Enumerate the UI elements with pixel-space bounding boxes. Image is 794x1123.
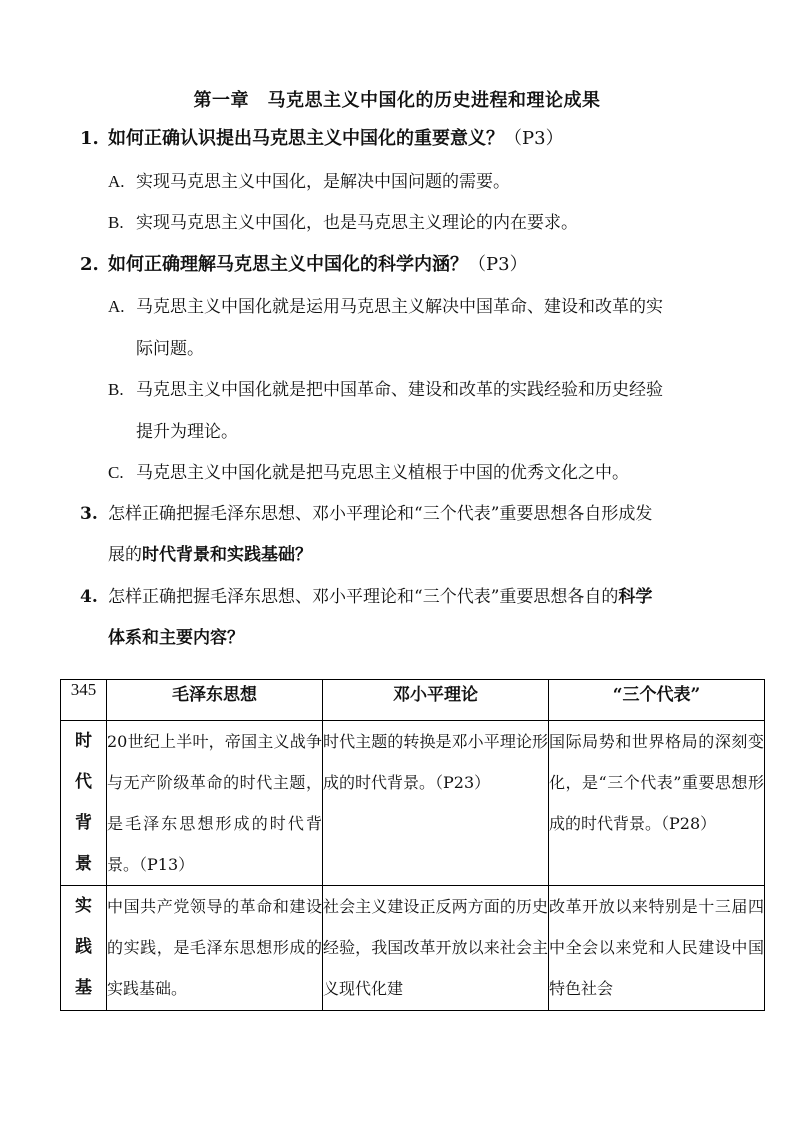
item-text: 实现马克思主义中国化，也是马克思主义理论的内在要求。 xyxy=(136,213,578,233)
question-3 xyxy=(80,494,720,576)
question-emphasis-continued: 体系和主要内容？ xyxy=(108,628,244,648)
table-header-row xyxy=(61,680,765,721)
item-text-continued: 提升为理论。 xyxy=(136,422,238,442)
table-cell-text: 中国共产党领导的革命和建设的实践，是毛泽东思想形成的实践基础。 xyxy=(107,897,322,998)
item-label: A. xyxy=(108,297,125,316)
question-number: 3. xyxy=(80,504,98,524)
table-cell xyxy=(107,886,323,1011)
header-three-represents: “三个代表” xyxy=(549,680,765,721)
item-label: A. xyxy=(108,172,125,191)
question-number: 4. xyxy=(80,587,98,607)
question-1 xyxy=(80,120,564,158)
table-cell: 20世纪上半叶，帝国主义战争与无产阶级革命的时代主题，是毛泽东思想形成的时代背景。（P13） xyxy=(107,721,323,886)
table-cell xyxy=(549,886,765,1011)
question-number: 2. xyxy=(80,254,99,275)
question-number: 1. xyxy=(80,128,99,149)
table-row xyxy=(61,721,765,886)
item-text: 马克思主义中国化就是运用马克思主义解决中国革命、建设和改革的实 xyxy=(136,297,663,317)
page-ref: （P3） xyxy=(504,128,564,149)
item-label: C. xyxy=(108,463,124,482)
question-4 xyxy=(80,577,720,659)
row-label-char: 践 xyxy=(75,937,92,957)
item-text: 马克思主义中国化就是把中国革命、建设和改革的实践经验和历史经验 xyxy=(136,380,663,400)
question-emphasis: 时代背景和实践基础？ xyxy=(142,545,312,565)
table-cell-text: 改革开放以来特别是十三届四中全会以来党和人民建设中国特色社会 xyxy=(549,897,764,998)
question-emphasis: 科学 xyxy=(618,587,653,607)
table-cell: 时代主题的转换是邓小平理论形成的时代背景。（P23） xyxy=(323,721,549,886)
header-mao-thought: 毛泽东思想 xyxy=(107,680,323,721)
page-title: 第一章 马克思主义中国化的历史进程和理论成果 xyxy=(193,90,601,111)
item-label: B. xyxy=(108,380,124,399)
table-corner-cell: 345 xyxy=(61,680,107,721)
table-cell-text: 社会主义建设正反两方面的历史经验，我国改革开放以来社会主义现代化建 xyxy=(323,897,548,998)
table-cell xyxy=(323,886,549,1011)
row-label-practice-basis xyxy=(61,886,107,1011)
table-row xyxy=(61,886,765,1011)
table-cell: 国际局势和世界格局的深刻变化，是“三个代表”重要思想形成的时代背景。（P28） xyxy=(549,721,765,886)
page-ref: （P3） xyxy=(468,254,528,275)
answer-item xyxy=(108,452,728,494)
answer-item xyxy=(108,161,510,203)
item-text: 马克思主义中国化就是把马克思主义植根于中国的优秀文化之中。 xyxy=(136,463,629,483)
question-2 xyxy=(80,246,528,284)
header-deng-theory: 邓小平理论 xyxy=(323,680,549,721)
question-text: 如何正确认识提出马克思主义中国化的重要意义？ xyxy=(108,128,504,149)
row-label-era-background xyxy=(61,721,107,886)
question-text: 如何正确理解马克思主义中国化的科学内涵？ xyxy=(108,254,468,275)
row-label-char: 景 xyxy=(75,854,92,874)
comparison-table xyxy=(60,679,765,1011)
row-label-char: 时 xyxy=(75,731,92,751)
row-label-char: 背 xyxy=(75,813,92,833)
row-label-char: 代 xyxy=(75,772,92,792)
item-text-continued: 际问题。 xyxy=(136,339,204,359)
item-label: B. xyxy=(108,213,124,232)
answer-item xyxy=(108,286,728,370)
answer-item xyxy=(108,369,728,453)
question-text-continued: 展的 xyxy=(108,545,142,565)
question-text: 怎样正确把握毛泽东思想、邓小平理论和“三个代表”重要思想各自的 xyxy=(108,587,619,607)
row-label-char: 基 xyxy=(75,978,92,998)
question-text: 怎样正确把握毛泽东思想、邓小平理论和“三个代表”重要思想各自形成发 xyxy=(108,504,653,524)
row-label-char: 实 xyxy=(75,896,92,916)
answer-item xyxy=(108,202,578,244)
item-text: 实现马克思主义中国化，是解决中国问题的需要。 xyxy=(136,172,510,192)
